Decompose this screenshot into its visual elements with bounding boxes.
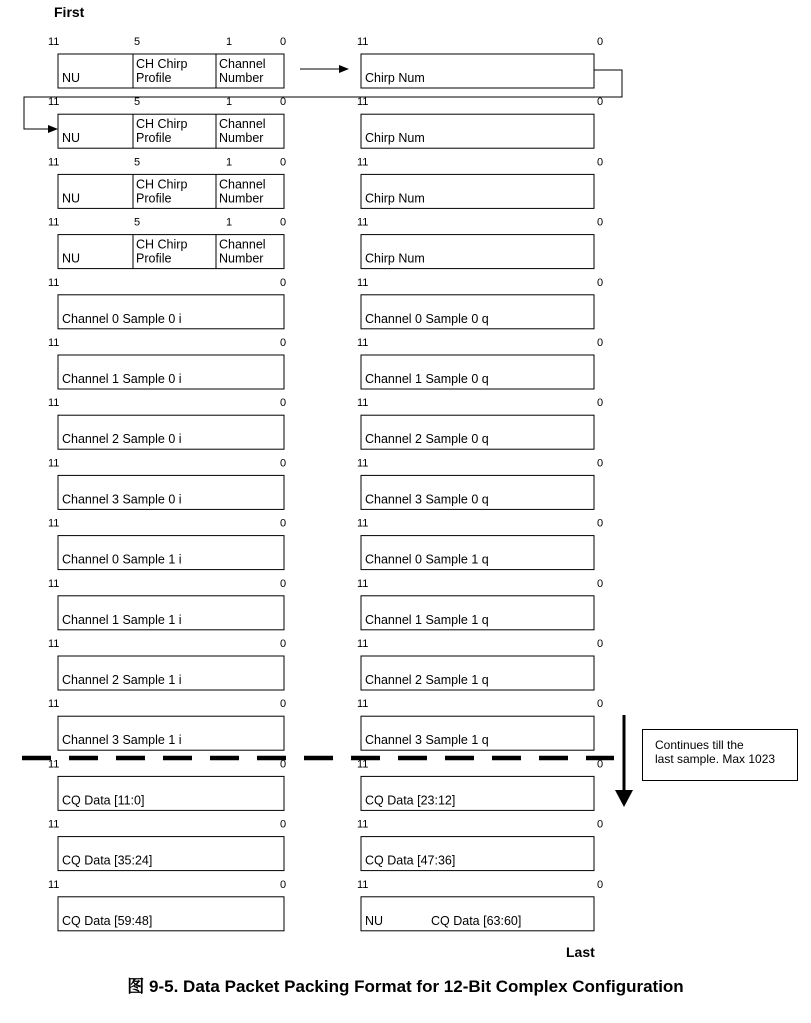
sample-i-field: Channel 3 Sample 1 i [62,733,182,748]
bit-label-11: 11 [357,638,369,650]
bit-label-11: 11 [48,818,60,831]
bit-label-11: 11 [48,758,60,771]
sample-i-field: Channel 0 Sample 0 i [62,311,182,326]
bit-label-0: 0 [280,758,287,771]
nu-field: NU [365,913,384,928]
bit-label-0: 0 [597,276,604,289]
bit-label-0: 0 [280,878,287,891]
ch-chirp-profile-field: CH Chirp [136,57,188,71]
bit-label-11: 11 [48,337,60,349]
channel-number-field: Number [219,131,264,146]
channel-number-field: Channel [219,237,266,252]
chirp-num-field: Chirp Num [365,71,425,85]
continuation-arrow-head [615,790,633,807]
bit-label-11: 11 [357,156,369,169]
bit-label-0: 0 [597,517,604,530]
bit-label-0: 0 [280,517,287,530]
sample-q-field: Channel 3 Sample 0 q [365,492,489,507]
bit-label-11: 11 [48,36,60,48]
cq-data-field: CQ Data [23:12] [365,793,456,808]
ch-chirp-profile-field: Profile [136,71,172,85]
ch-chirp-profile-field: Profile [136,191,172,206]
sample-q-field: Channel 1 Sample 0 q [365,372,489,386]
sample-q-field: Channel 2 Sample 1 q [365,673,489,687]
bit-label-1: 1 [226,156,233,169]
sample-q-field: Channel 0 Sample 0 q [365,311,489,326]
bit-label-11: 11 [357,397,369,410]
bit-label-0: 0 [280,577,287,590]
bit-label-5: 5 [134,36,141,48]
chirp-num-field: Chirp Num [365,251,425,266]
bit-label-5: 5 [134,156,141,169]
ch-chirp-profile-field: CH Chirp [136,117,188,132]
chirp-num-field: Chirp Num [365,191,425,206]
cq-data-field: CQ Data [35:24] [62,853,153,868]
bit-label-0: 0 [597,638,604,650]
sample-i-field: Channel 2 Sample 0 i [62,432,182,447]
nu-field: NU [62,191,81,206]
bit-label-11: 11 [357,878,369,891]
bit-label-0: 0 [597,577,604,590]
bit-label-0: 0 [280,638,287,650]
sample-i-field: Channel 1 Sample 1 i [62,612,182,627]
bit-label-11: 11 [48,156,60,169]
channel-number-field: Channel [219,57,266,71]
sample-i-field: Channel 0 Sample 1 i [62,552,182,567]
sample-q-field: Channel 0 Sample 1 q [365,552,489,567]
bit-label-0: 0 [280,96,287,109]
bit-label-11: 11 [357,36,369,48]
bit-label-11: 11 [357,337,369,349]
bit-label-1: 1 [226,216,233,229]
bit-label-5: 5 [134,216,141,229]
nu-field: NU [62,251,81,266]
channel-number-field: Channel [219,117,266,132]
sample-q-field: Channel 2 Sample 0 q [365,432,489,447]
cq-data-field: CQ Data [63:60] [431,913,522,928]
bit-label-11: 11 [48,457,60,470]
bit-label-0: 0 [280,36,287,48]
bit-label-11: 11 [48,577,60,590]
note-line-2: last sample. Max 1023 [655,752,776,766]
bit-label-11: 11 [48,638,60,650]
sample-i-field: Channel 3 Sample 0 i [62,492,182,507]
bit-label-0: 0 [280,818,287,831]
bit-label-11: 11 [357,216,369,229]
bit-label-0: 0 [597,337,604,349]
bit-label-11: 11 [357,457,369,470]
sample-q-field: Channel 1 Sample 1 q [365,612,489,627]
bit-label-11: 11 [357,758,369,771]
bit-label-11: 11 [357,577,369,590]
bit-label-0: 0 [597,96,604,109]
bit-label-11: 11 [357,698,369,711]
bit-label-0: 0 [597,878,604,891]
bit-label-0: 0 [280,397,287,410]
last-label: Last [566,944,595,960]
bit-label-11: 11 [357,818,369,831]
chirp-num-field: Chirp Num [365,131,425,146]
channel-number-field: Channel [219,177,266,192]
bit-label-0: 0 [597,698,604,711]
bit-label-11: 11 [48,878,60,891]
bit-label-0: 0 [280,337,287,349]
bit-label-11: 11 [48,517,60,530]
nu-field: NU [62,71,81,85]
bit-label-0: 0 [280,276,287,289]
channel-number-field: Number [219,71,264,85]
bit-label-0: 0 [597,36,604,48]
bit-label-11: 11 [48,276,60,289]
bit-label-11: 11 [48,397,60,410]
bit-label-1: 1 [226,96,233,109]
cq-data-field: CQ Data [47:36] [365,853,456,868]
bit-label-0: 0 [280,698,287,711]
bit-label-0: 0 [597,818,604,831]
ch-chirp-profile-field: Profile [136,251,172,266]
nu-field: NU [62,131,81,146]
flow-arrow-head [339,65,349,73]
bit-label-0: 0 [280,156,287,169]
bit-label-11: 11 [48,698,60,711]
bit-label-1: 1 [226,36,233,48]
cq-data-field: CQ Data [59:48] [62,913,153,928]
bit-label-11: 11 [48,216,60,229]
sample-i-field: Channel 2 Sample 1 i [62,673,182,687]
figure-caption: 图 9-5. Data Packet Packing Format for 12-Bit Complex Configuration [127,977,684,996]
bit-label-0: 0 [597,758,604,771]
bit-label-11: 11 [357,517,369,530]
sample-i-field: Channel 1 Sample 0 i [62,372,182,386]
bit-label-0: 0 [597,216,604,229]
channel-number-field: Number [219,191,264,206]
bit-label-0: 0 [280,457,287,470]
bit-label-0: 0 [597,156,604,169]
ch-chirp-profile-field: Profile [136,131,172,146]
ch-chirp-profile-field: CH Chirp [136,237,188,252]
bit-label-0: 0 [280,216,287,229]
bit-label-11: 11 [48,96,60,109]
continuation-note [642,729,798,781]
bit-label-0: 0 [597,457,604,470]
note-line-1: Continues till the [655,738,744,752]
bit-label-0: 0 [597,397,604,410]
first-label: First [54,4,85,20]
cq-data-field: CQ Data [11:0] [62,793,145,808]
channel-number-field: Number [219,251,264,266]
wrap-connector-head [48,125,58,133]
ch-chirp-profile-field: CH Chirp [136,177,188,192]
bit-label-11: 11 [357,96,369,109]
sample-q-field: Channel 3 Sample 1 q [365,733,489,748]
bit-label-5: 5 [134,96,141,109]
bit-label-11: 11 [357,276,369,289]
